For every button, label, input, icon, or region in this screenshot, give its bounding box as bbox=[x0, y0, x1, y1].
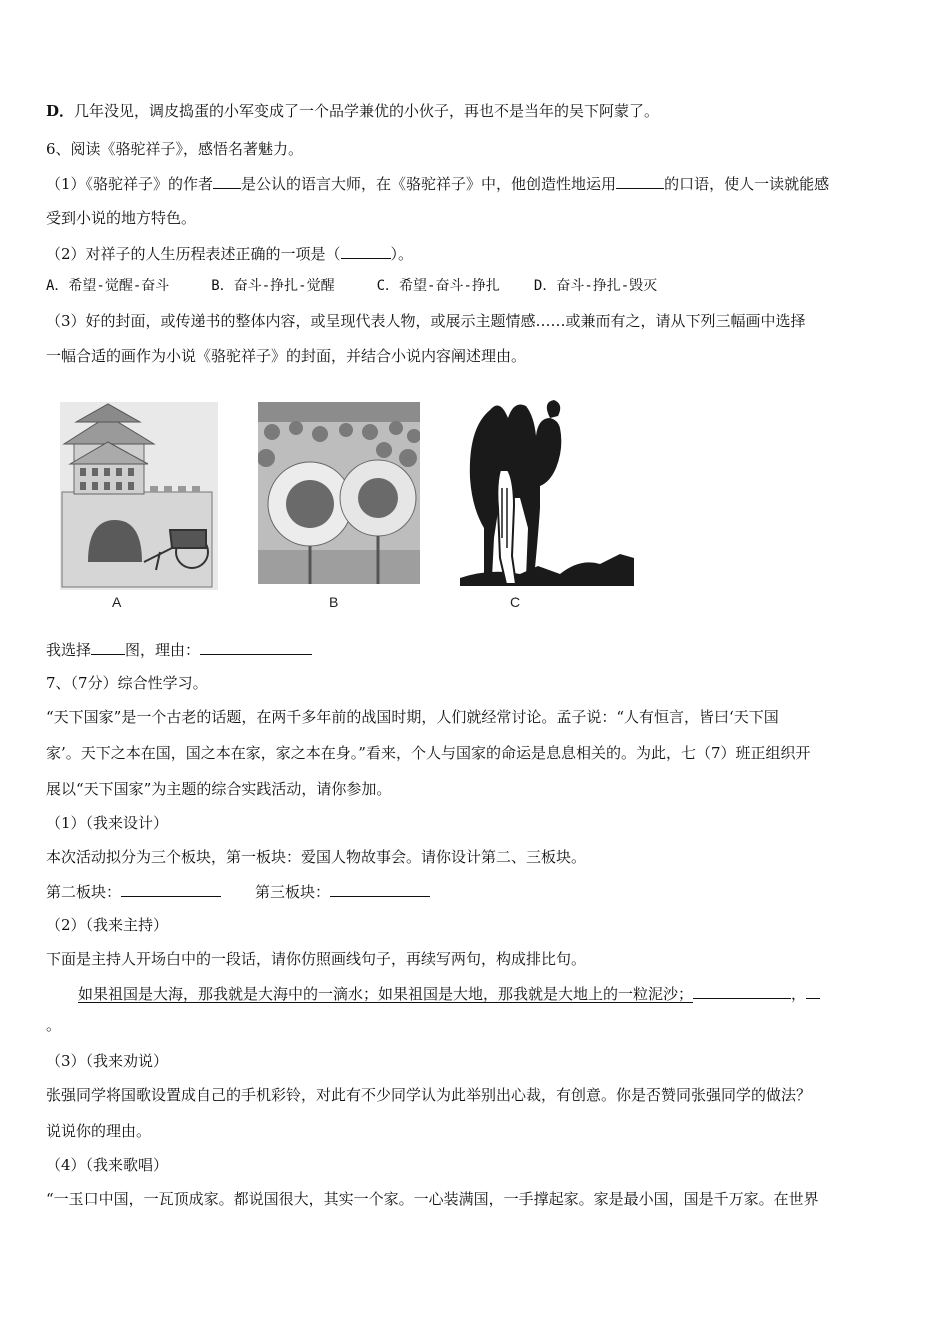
q6-part1-text-c: 的口语，使人一读就能感 bbox=[664, 175, 830, 193]
q6-part1-line1 bbox=[46, 172, 829, 195]
choice-text-a: 我选择 bbox=[46, 641, 92, 659]
q6-part2-line bbox=[46, 242, 413, 265]
q7-part1-title: （1）（我来设计） bbox=[46, 814, 169, 832]
q7-part2-text: 下面是主持人开场白中的一段话，请你仿照画线句子，再续写两句，构成排比句。 bbox=[46, 950, 587, 968]
option-a: A．希望-觉醒-奋斗 bbox=[46, 278, 170, 294]
q7-part3-title: （3）（我来劝说） bbox=[46, 1052, 169, 1070]
q7-intro-line3: 展以“天下国家”为主题的综合实践活动，请你参加。 bbox=[46, 780, 392, 798]
option-d-line bbox=[46, 100, 659, 122]
option-d-text: 几年没见，调皮捣蛋的小军变成了一个品学兼优的小伙子，再也不是当年的吴下阿蒙了。 bbox=[74, 102, 660, 120]
section-two-label: 第二板块： bbox=[46, 883, 122, 901]
section-three-label: 第三板块： bbox=[255, 883, 331, 901]
q6-options bbox=[46, 275, 657, 297]
figure-choice-blank[interactable] bbox=[91, 638, 125, 655]
q6-part3-line1: （3）好的封面，或传递书的整体内容，或呈现代表人物，或展示主题情感……或兼而有之，请从下列三幅画中选择 bbox=[46, 312, 806, 330]
question-7-title: 7、（7分）综合性学习。 bbox=[46, 674, 208, 692]
q6-part1-text-a: （1）《骆驼祥子》的作者 bbox=[46, 175, 214, 193]
option-d-label: D． bbox=[46, 102, 75, 120]
q6-part3-line2: 一幅合适的画作为小说《骆驼祥子》的封面，并结合小说内容阐述理由。 bbox=[46, 347, 527, 365]
answer-choice-blank[interactable] bbox=[341, 242, 391, 259]
sections-line bbox=[46, 880, 430, 903]
q7-part2-title: （2）（我来主持） bbox=[46, 916, 169, 934]
underlined-sentence: 如果祖国是大海，那我就是大海中的一滴水；如果祖国是大地，那我就是大地上的一粒泥沙； bbox=[78, 985, 694, 1003]
choice-text-b: 图，理由： bbox=[125, 641, 201, 659]
choice-line bbox=[46, 638, 312, 661]
q6-part1-text-b: 是公认的语言大师，在《骆驼祥子》中，他创造性地运用 bbox=[241, 175, 617, 193]
dialect-blank[interactable] bbox=[616, 172, 664, 189]
q7-part4-title: （4）（我来歌唱） bbox=[46, 1156, 169, 1174]
figure-b-label: B bbox=[329, 594, 339, 610]
q7-part3-text-line1: 张强同学将国歌设置成自己的手机彩铃，对此有不少同学认为此举别出心裁，有创意。你是否赞同张强同学的做法？ bbox=[46, 1086, 812, 1104]
figure-a-label: A bbox=[112, 594, 122, 610]
author-blank[interactable] bbox=[213, 172, 241, 189]
sentence-end-mark: 。 bbox=[46, 1016, 62, 1034]
reason-blank[interactable] bbox=[200, 638, 312, 655]
q7-part1-text: 本次活动拟分为三个板块，第一板块：爱国人物故事会。请你设计第二、三板块。 bbox=[46, 848, 587, 866]
q6-part2-text-b: ）。 bbox=[390, 245, 414, 263]
question-6-title: 6、阅读《骆驼祥子》，感悟名著魅力。 bbox=[46, 140, 304, 158]
q7-part4-lyrics: “一玉口中国，一瓦顶成家。都说国很大，其实一个家。一心装满国，一手撑起家。家是最小国，国是千万家。在世界 bbox=[46, 1190, 819, 1208]
continue-sentence-blank-1[interactable] bbox=[693, 982, 791, 999]
figure-c-label: C bbox=[510, 594, 521, 610]
option-b: B．奋斗-挣扎-觉醒 bbox=[211, 278, 335, 294]
q7-intro-line1: “天下国家”是一个古老的话题，在两千多年前的战国时期，人们就经常讨论。孟子说：“人有恒言，皆曰‘天下国 bbox=[46, 708, 779, 726]
figure-a-image bbox=[60, 402, 218, 590]
sentence-comma: ， bbox=[791, 985, 807, 1003]
figure-c-image bbox=[460, 388, 634, 586]
section-three-blank[interactable] bbox=[330, 880, 430, 897]
option-c: C．希望-奋斗-挣扎 bbox=[376, 278, 500, 294]
q7-part3-text-line2: 说说你的理由。 bbox=[46, 1122, 152, 1140]
section-two-blank[interactable] bbox=[121, 880, 221, 897]
option-d: D．奋斗-挣扎-毁灭 bbox=[533, 278, 658, 294]
q6-part1-line2: 受到小说的地方特色。 bbox=[46, 209, 197, 227]
q7-intro-line2: 家’。天下之本在国，国之本在家，家之本在身。”看来，个人与国家的命运是息息相关的。为此，七（7）班正组织开 bbox=[46, 744, 811, 762]
continue-sentence-blank-2[interactable] bbox=[806, 982, 820, 999]
figure-b-image bbox=[258, 402, 420, 584]
q6-part2-text-a: （2）对祥子的人生历程表述正确的一项是（ bbox=[46, 245, 341, 263]
parallel-sentence-line bbox=[78, 982, 820, 1005]
